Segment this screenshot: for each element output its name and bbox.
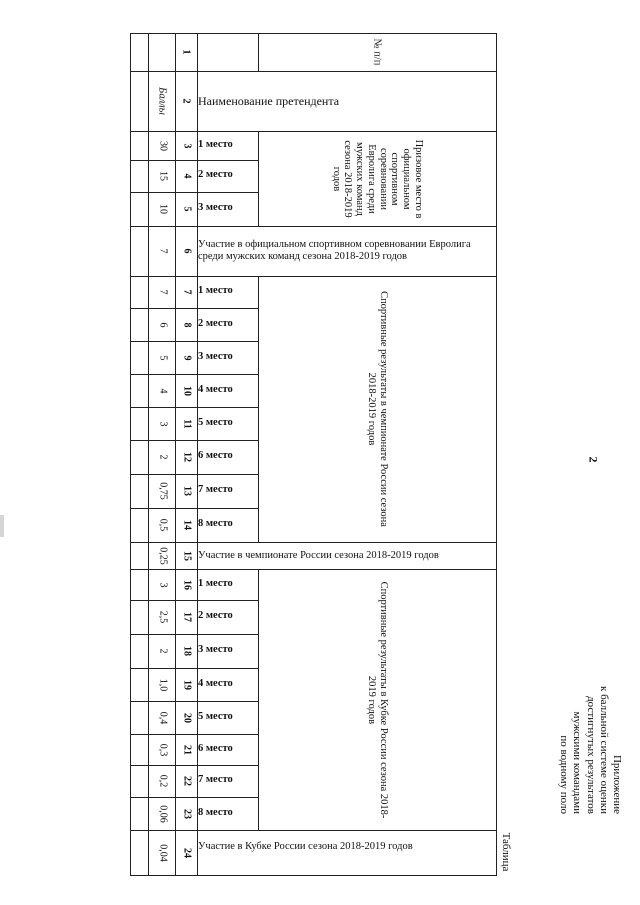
points-value: 2,5 <box>156 610 168 624</box>
place-label: 2 место <box>198 169 233 180</box>
row-index-cell <box>175 276 197 308</box>
row-index: 12 <box>181 452 193 462</box>
place-label: 7 место <box>198 774 233 785</box>
table-right-border <box>496 33 497 876</box>
row-index: 3 <box>181 143 193 148</box>
place-label: 1 место <box>198 285 233 296</box>
page-number: 2 <box>586 456 601 463</box>
participation-text: Участие в чемпионате России сезона 2018-2019 годов <box>198 550 439 561</box>
points-cell <box>148 701 175 734</box>
row-index: 16 <box>181 579 193 590</box>
points-cell <box>148 276 175 308</box>
row-index-cell <box>175 668 197 701</box>
row-index-cell <box>175 131 197 160</box>
points-cell <box>148 474 175 508</box>
table-hline <box>258 226 497 227</box>
appendix-line: мужскими командами <box>571 711 584 815</box>
championship-section: Спортивные результаты в чемпионате России сезона 2018-2019 годов <box>366 291 389 527</box>
row-index: 8 <box>181 322 193 327</box>
row-index: 14 <box>181 520 193 530</box>
cup-section-cell <box>258 569 496 830</box>
points-cell <box>148 192 175 226</box>
points-value: 0,4 <box>156 711 168 724</box>
row-index-cell <box>175 374 197 407</box>
points-value: 2 <box>156 648 168 654</box>
row-index-cell <box>175 734 197 765</box>
points-value: 0,3 <box>156 743 168 756</box>
row-index: 9 <box>181 355 193 360</box>
row-index: 20 <box>181 712 193 723</box>
place-label: 1 место <box>198 139 233 150</box>
row-index-cell <box>175 830 197 875</box>
row-index-cell <box>175 160 197 192</box>
points-cell <box>148 600 175 634</box>
row-index-cell <box>175 542 197 569</box>
cup-section: Спортивные результаты в Кубке России сезона 2018-2019 годов <box>366 581 389 818</box>
points-value: 0,06 <box>156 804 168 823</box>
row-index: 7 <box>181 289 193 295</box>
points-cell <box>148 542 175 569</box>
participation-text: Участие в Кубке России сезона 2018-2019 годов <box>198 841 413 852</box>
participation-text: Участие в официальном спортивном соревновании Евролига среди мужских команд сезона 2018-2019 годов <box>198 239 471 263</box>
points-value: 0,2 <box>156 774 168 788</box>
points-value: 3 <box>156 582 168 587</box>
place-label: 2 место <box>198 610 233 621</box>
row-index: 17 <box>181 612 193 622</box>
points-cell <box>148 407 175 440</box>
table-vline <box>258 33 259 72</box>
row-index-cell <box>175 341 197 374</box>
row-index: 21 <box>181 744 193 755</box>
num-header: № п/п <box>371 38 383 66</box>
points-cell <box>148 569 175 600</box>
points-value: 2 <box>156 454 168 460</box>
row-index-cell <box>175 797 197 830</box>
table-hline <box>130 875 497 876</box>
row-index: 4 <box>181 173 193 179</box>
place-label: 8 место <box>198 807 233 818</box>
points-value: 5 <box>156 355 168 360</box>
appendix-line: достигнутых результатов <box>584 696 597 815</box>
points-value: 0,5 <box>156 518 168 532</box>
row-index-cell <box>175 474 197 508</box>
name-header: Наименование претендента <box>198 94 340 108</box>
table-hline <box>258 542 497 543</box>
points-value: 4 <box>156 388 168 393</box>
col-index: 1 <box>180 49 192 55</box>
place-label: 4 место <box>198 678 233 689</box>
championship-section-cell <box>258 276 496 542</box>
place-label: 2 место <box>198 318 233 329</box>
row-index-cell <box>175 192 197 226</box>
points-cell <box>148 131 175 160</box>
place-label: 6 место <box>198 743 233 754</box>
row-index-cell <box>175 634 197 668</box>
place-label: 3 место <box>198 202 233 213</box>
points-cell <box>148 765 175 797</box>
place-label: 8 место <box>198 518 233 529</box>
points-value: 3 <box>156 421 168 426</box>
place-label: 5 место <box>198 711 233 722</box>
row-index: 18 <box>181 646 193 656</box>
appendix-line: по водному поло <box>558 735 571 815</box>
binding-mark <box>0 515 4 537</box>
row-index: 5 <box>181 206 193 212</box>
points-value: 7 <box>156 248 168 254</box>
table-hline <box>130 71 497 72</box>
points-value: 15 <box>156 171 168 181</box>
points-cell <box>148 440 175 474</box>
points-value: 1,0 <box>156 678 168 691</box>
points-cell <box>148 734 175 765</box>
row-index: 22 <box>181 776 193 786</box>
place-label: 5 место <box>198 417 233 428</box>
row-index: 10 <box>181 385 193 396</box>
appendix-line: к балльной системе оценки <box>597 685 610 815</box>
points-value: 0,75 <box>156 482 168 500</box>
row-index-cell <box>175 600 197 634</box>
points-value: 6 <box>156 322 168 327</box>
table-label: Таблица <box>500 832 512 872</box>
name-index-cell <box>175 71 197 131</box>
row-index-cell <box>175 226 197 276</box>
row-index: 6 <box>181 248 193 254</box>
points-cell <box>148 634 175 668</box>
points-header-cell <box>148 71 175 131</box>
col-index-cell <box>175 33 197 71</box>
num-header-cell <box>258 33 496 71</box>
place-label: 6 место <box>198 450 233 461</box>
place-label: 3 место <box>198 351 233 362</box>
name-index: 2 <box>180 98 192 104</box>
points-cell <box>148 374 175 407</box>
table-vline <box>258 569 259 831</box>
place-label: 1 место <box>198 578 233 589</box>
euroleague-section: Призовое место в официальном спортивном соревновании Евролига среди мужских команд сезона 2018-2019 годов <box>330 139 424 218</box>
row-index-cell <box>175 308 197 341</box>
points-cell <box>148 508 175 542</box>
row-index-cell <box>175 701 197 734</box>
points-cell <box>148 668 175 701</box>
row-index-cell <box>175 569 197 600</box>
points-value: 30 <box>156 140 168 151</box>
row-index: 15 <box>181 550 193 561</box>
place-label: 3 место <box>198 644 233 655</box>
points-cell <box>148 797 175 830</box>
points-header: Баллы <box>156 87 168 115</box>
row-index-cell <box>175 407 197 440</box>
row-index: 23 <box>181 808 193 819</box>
row-index: 13 <box>181 486 193 496</box>
points-value: 10 <box>156 204 168 214</box>
table-top-border <box>130 33 497 34</box>
euroleague-section-cell <box>258 131 496 226</box>
points-cell <box>148 308 175 341</box>
table-vline <box>258 276 259 543</box>
row-index: 24 <box>181 847 193 858</box>
points-cell <box>148 160 175 192</box>
row-index: 11 <box>181 418 193 429</box>
points-value: 7 <box>156 289 168 295</box>
row-index: 19 <box>181 679 193 690</box>
appendix-note <box>557 686 623 814</box>
row-index-cell <box>175 765 197 797</box>
table-hline <box>258 830 497 831</box>
points-cell <box>148 341 175 374</box>
place-label: 4 место <box>198 384 233 395</box>
place-label: 7 место <box>198 484 233 495</box>
points-cell <box>148 226 175 276</box>
table-vline <box>258 131 259 227</box>
row-index-cell <box>175 508 197 542</box>
appendix-line: Приложение <box>610 754 623 815</box>
points-cell <box>148 830 175 875</box>
row-index-cell <box>175 440 197 474</box>
points-value: 0,25 <box>156 546 168 565</box>
points-value: 0,04 <box>156 843 168 862</box>
